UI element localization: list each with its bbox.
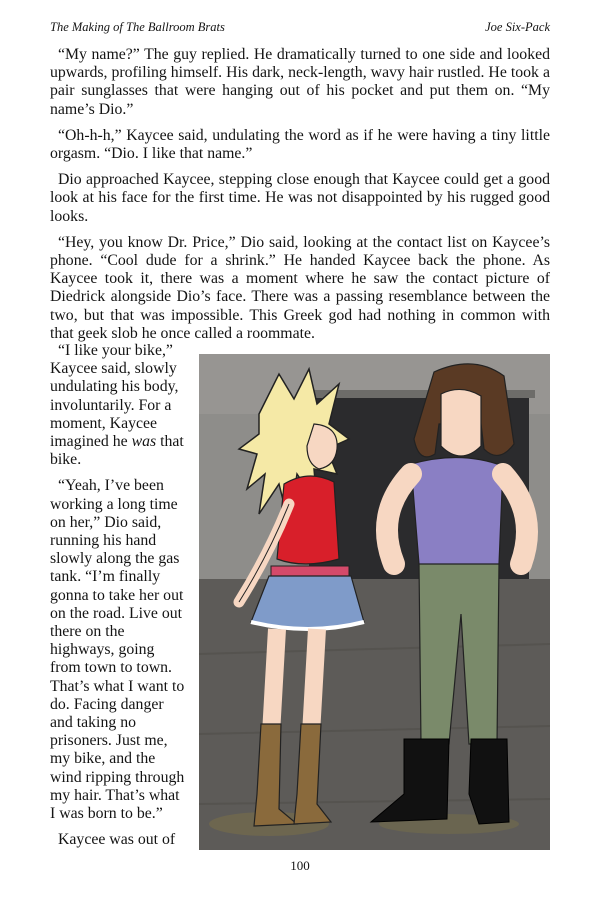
running-header (50, 20, 550, 38)
book-title: The Making of The Ballroom Brats (50, 20, 225, 34)
paragraph: “My name?” The guy replied. He dramatically turned to one side and looked upwards, profiling himself. His dark, neck-length, wavy hair rustled. He took a pair sunglasses that were hanging out of his pocket and put them on. “My name’s Dio.” (50, 46, 550, 118)
emphasis: was (131, 433, 157, 451)
paragraph: “Oh-h-h,” Kaycee said, undulating the word as if he were having a tiny little orgasm. “Dio. I like that name.” (50, 126, 550, 163)
body-text-top (50, 46, 550, 351)
dio-tank-top (411, 457, 503, 570)
page-number: 100 (290, 858, 310, 873)
body-text-side-column (50, 342, 185, 857)
paragraph: Kaycee was out of (58, 831, 176, 849)
text-run: that bike. (50, 433, 184, 469)
paragraph: “Hey, you know Dr. Price,” Dio said, looking at the contact list on Kaycee’s phone. “Cool dude for a shrink.” He handed Kaycee back the phone. As Kaycee took it, there was a moment where he saw the contact picture of Diedrick alongside Dio’s face. There was a passing resemblance between the two, but that was impossible. This Greek god had nothing in common with that geek slob he once called a roommate. (50, 233, 550, 342)
kaycee-skirt (251, 576, 364, 628)
dio-boot (469, 739, 509, 824)
illustration-kaycee-and-dio (199, 354, 550, 850)
author-name: Joe Six-Pack (485, 20, 550, 34)
dio-face (441, 389, 481, 456)
paragraph: “Yeah, I’ve been working a long time on her,” Dio said, running his hand slowly along the gas tank. “I’m finally gonna to take her out on the road. Live out there on the highways, going from town to town. That’s what I want to do. Facing danger and taking no prisoners. Just me, my bike, and the wind ripping through my hair. That’s what I was born to be.” (50, 477, 185, 823)
paragraph (50, 342, 185, 469)
text-run: “I like your bike,” Kaycee said, slowly undulating his body, involuntarily. For a moment, Kaycee imagined he (50, 342, 179, 451)
paragraph: Dio approached Kaycee, stepping close enough that Kaycee could get a good look at his face for the first time. He was not disappointed by his rugged good looks. (50, 171, 550, 225)
